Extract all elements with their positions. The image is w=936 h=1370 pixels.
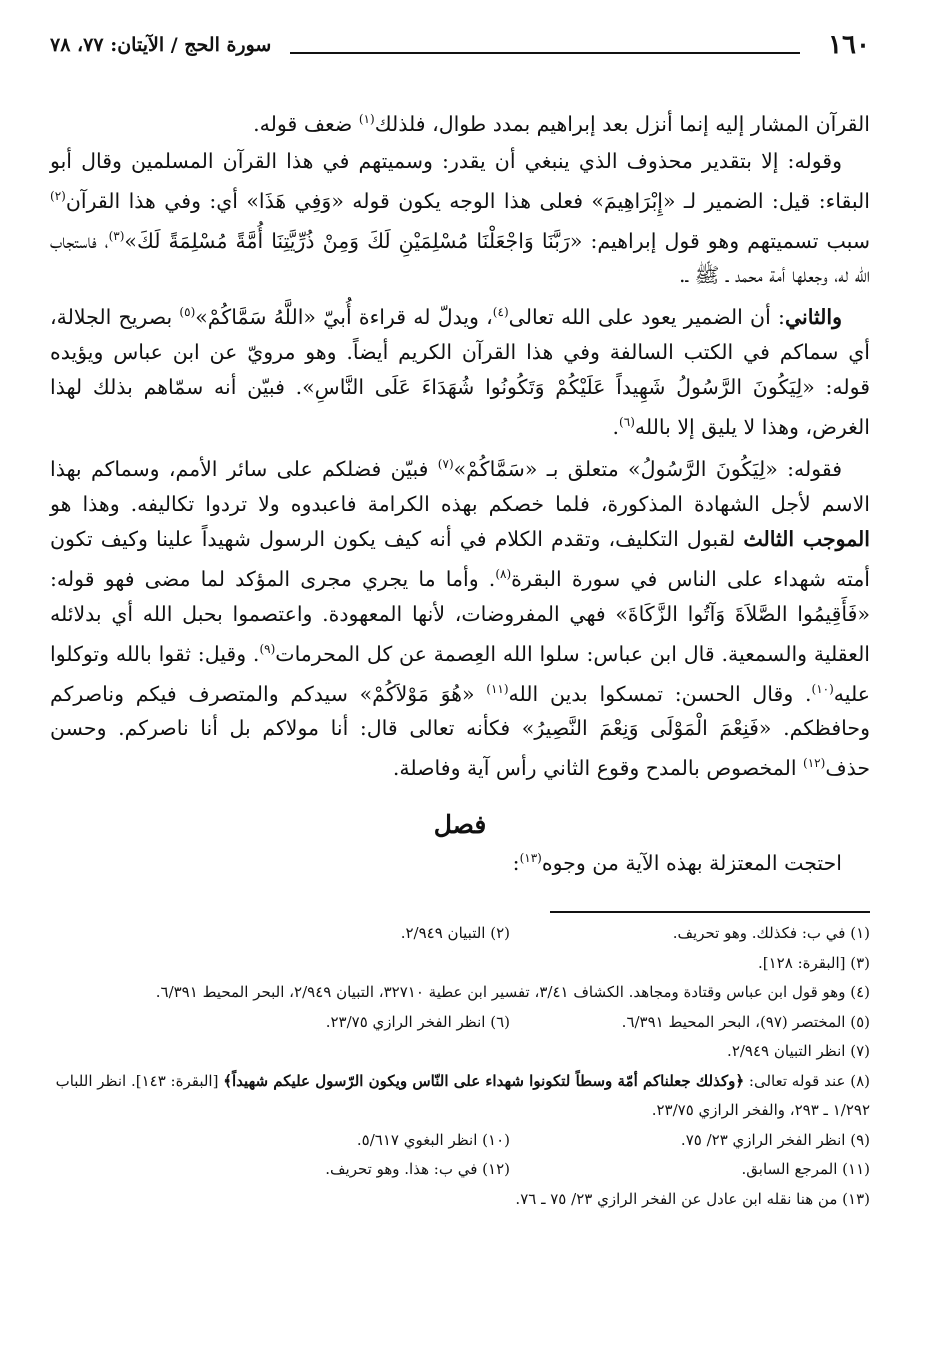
footnotes: [50, 919, 870, 1214]
footnote-ref: (١): [358, 112, 375, 126]
footnote-separator: [550, 911, 870, 913]
footnote-8: (٨) عند قوله تعالى: ﴿وكذلك جعلناكم أمّة وسطاً لتكونوا شهداء على النّاس ويكون الرّسول عليكم شهيداً﴾ [البقرة: ١٤٣]. انظر اللباب ١/٢٩٢ ـ ٢٩٣، والفخر الرازي ٢٣/٧٥.: [55, 1071, 870, 1120]
footnote-ref: (٤): [492, 305, 509, 320]
paragraph-4: فقوله: «لِيَكُونَ الرَّسُولُ» متعلق بـ «سَمَّاكُمْ»$^{(٧)}$ فبيّن فضلكم على سائر الأمم، وسماكم بهذا الاسم لأجل الشهادة المذكورة، فلما خصكم بهذه الكرامة فاعبدوه ولا تردوا تكاليفه. وهذا هو الموجب الثالث لقبول التكليف، وتقدم الكلام في أنه كيف يكون الرسول شهيداً علينا وكيف تكون أمته شهداء على الناس في سورة البقرة$^{(٨)}$. وأما ما يجري مجرى المؤكد لما مضى فهو قوله: «فَأَقِيمُوا الصَّلاَةَ وَآتُوا الزَّكَاةَ» فهي المفروضات، لأنها المعهودة. واعتصموا بحبل الله أي بدلائله العقلية والسمعية. قال ابن عباس: سلوا الله العِصمة عن كل المحرمات$^{(٩)}$. وقيل: ثقوا بالله وتوكلوا عليه$^{(١٠)}$. وقال الحسن: تمسكوا بدين الله$^{(١١)}$ «هُوَ مَوْلاَكُمْ» سيدكم والمتصرف فيكم وناصركم وحافظكم. «فَنِعْمَ الْمَوْلَى وَنِعْمَ النَّصِيرُ» فكأنه تعالى قال: أنا مولاكم بل أنا ناصركم. وحسن حذف$^{(١٢)}$ المخصوص بالمدح وقوع الثاني رأس آية وفاصلة.: [50, 456, 871, 781]
footnote-ref: (١٣): [519, 851, 542, 866]
page-header: [50, 28, 870, 62]
footnote-11: (١١) المرجع السابق.: [741, 1160, 870, 1179]
paragraph-1: القرآن المشار إليه إنما أنزل بعد إبراهيم بمدد طوال، فلذلك$^{(١)}$ ضعف قوله.: [253, 111, 870, 136]
footnote-10: (١٠) انظر البغوي ٥/٦١٧.: [356, 1130, 510, 1149]
footnote-ref: (٥): [179, 305, 196, 320]
footnote-ref: (٨): [495, 566, 512, 581]
footnote-ref: (١٠): [811, 681, 834, 696]
footnote-ref: (٧): [437, 457, 454, 472]
heading-second: والثاني: [784, 305, 843, 330]
section-lead: احتجت المعتزلة بهذه الآية من وجوه$^{(١٣)}$:: [512, 851, 842, 876]
footnote-ref: (٦): [619, 415, 635, 430]
footnote-3: (٣) [البقرة: ١٢٨].: [758, 953, 870, 972]
footnote-5: (٥) المختصر (٩٧)، البحر المحيط ٦/٣٩١.: [621, 1012, 870, 1031]
footnote-ref: (٢): [50, 188, 66, 203]
page-number: ١٦٠: [828, 30, 870, 60]
footnote-4: (٤) وهو قول ابن عباس وقتادة ومجاهد. الكشاف ٣/٤١، تفسير ابن عطية ٣٢٧١٠، التبيان ٢/٩٤٩، البحر المحيط ٦/٣٩١.: [155, 983, 870, 1002]
page: [50, 28, 870, 1214]
section-heading: فصل: [433, 810, 487, 840]
footnote-9: (٩) انظر الفخر الرازي ٢٣/ ٧٥.: [680, 1130, 870, 1149]
paragraph-2: وقوله: إلا بتقدير محذوف الذي ينبغي أن يقدر: وسميتهم في هذا القرآن المسلمين وقال أبو البقاء: قيل: الضمير لـ «إِبْرَاهِيمَ» فعلى هذا الوجه يكون قوله «وَفِي هَذَا» أي: وفي هذا القرآن$^{(٢)}$ سبب تسميتهم وهو قول إبراهيم: «رَبَّنَا وَاجْعَلْنَا مُسْلِمَيْنِ لَكَ وَمِنْ ذُرِّيَّتِنَا أُمَّةً مُسْلِمَةً لَكَ»$^{(٣)}$، فاستجاب الله له، وجعلها أمة محمد ـ ﷺ ـ.: [50, 148, 870, 288]
footnote-row: [50, 1126, 870, 1156]
footnote-row: [50, 919, 870, 949]
footnote-ref: (٩): [259, 641, 276, 656]
footnote-ref: (١١): [486, 681, 509, 696]
footnote-2: (٢) التبيان ٢/٩٤٩.: [400, 924, 510, 943]
bold-term: الموجب الثالث: [743, 526, 870, 551]
footnote-6: (٦) انظر الفخر الرازي ٢٣/٧٥.: [325, 1012, 510, 1031]
footnote-12: (١٢) في ب: هذا. وهو تحريف.: [325, 1160, 510, 1179]
footnote-ref: (٣): [108, 228, 125, 243]
footnote-1: (١) في ب: فكذلك. وهو تحريف.: [672, 924, 870, 943]
footnote-ref: (١٢): [803, 756, 826, 771]
header-rule: [290, 52, 800, 54]
main-text: [50, 102, 870, 786]
footnote-7: (٧) انظر التبيان ٢/٩٤٩.: [727, 1042, 870, 1061]
quranic-verse: ﴿وكذلك جعلناكم أمّة وسطاً لتكونوا شهداء على النّاس ويكون الرّسول عليكم شهيداً﴾: [223, 1071, 745, 1090]
footnote-row: [50, 1155, 870, 1185]
footnote-13: (١٣) من هنا نقله ابن عادل عن الفخر الرازي ٢٣/ ٧٥ ـ ٧٦.: [515, 1189, 870, 1208]
running-title: سورة الحج / الآيتان: ٧٧، ٧٨: [50, 34, 272, 56]
footnote-row: [50, 1008, 870, 1038]
paragraph-3: والثاني: أن الضمير يعود على الله تعالى$^{(٤)}$، ويدلّ له قراءة أُبيّ «اللَّهُ سَمَّاكُمْ»$^{(٥)}$ بصريح الجلالة، أي سماكم في الكتب السالفة وفي هذا القرآن الكريم أيضاً. وهو مرويّ عن ابن عباس ويؤيده قوله: «لِيَكُونَ الرَّسُولُ شَهِيداً عَلَيْكُمْ وَتَكُونُوا شُهَدَاءَ عَلَى النَّاسِ». فبيّن أنه سمّاهم بذلك لهذا الغرض، وهذا لا يليق إلا بالله$^{(٦)}$.: [50, 305, 870, 440]
